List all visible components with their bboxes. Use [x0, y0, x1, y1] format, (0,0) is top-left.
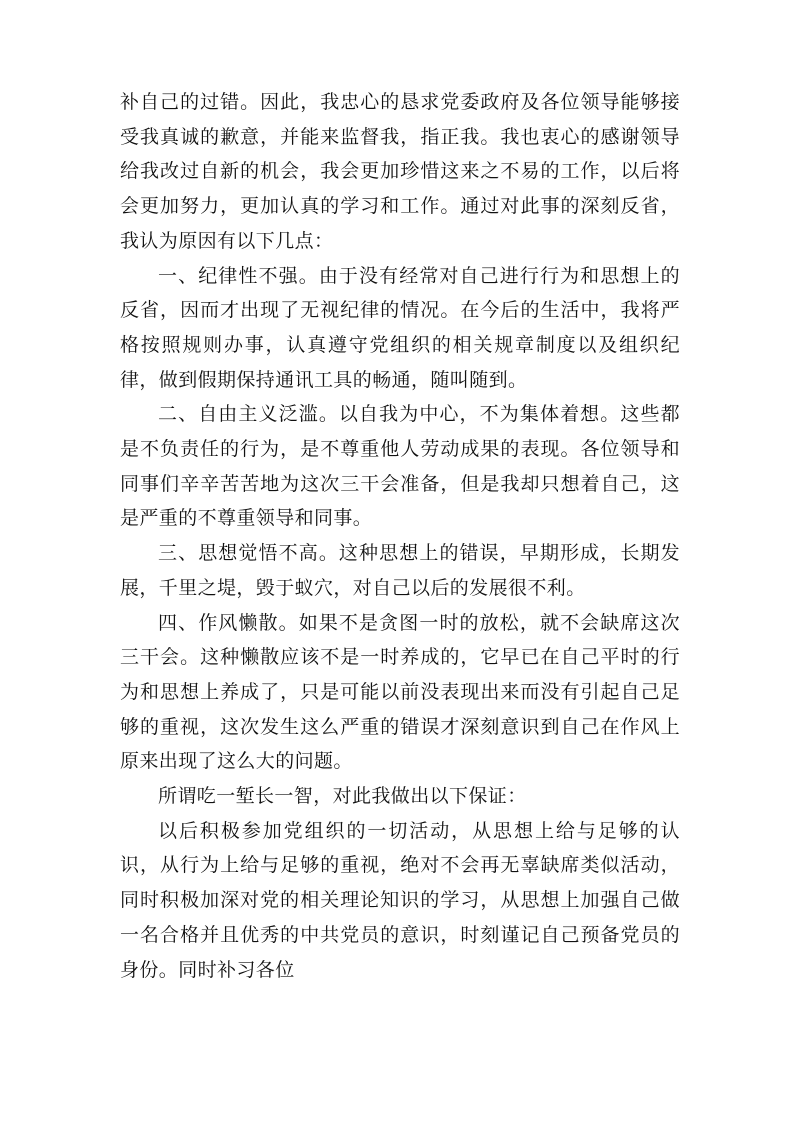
- paragraph-4: 三、思想觉悟不高。这种思想上的错误，早期形成，长期发展，千里之堤，毁于蚁穴，对自己以后的发展很不利。: [120, 542, 680, 599]
- paragraph-5: 四、作风懒散。如果不是贪图一时的放松，就不会缺席这次三干会。这种懒散应该不是一时养成的，它早已在自己平时的行为和思想上养成了，只是可能以前没表现出来而没有引起自己足够的重视，这次发生这么严重的错误才深刻意识到自己在作风上原来出现了这么大的问题。: [120, 611, 680, 773]
- paragraph-6: 所谓吃一堑长一智，对此我做出以下保证：: [158, 785, 527, 808]
- document-body: [120, 85, 680, 987]
- paragraph-2: 一、纪律性不强。由于没有经常对自己进行行为和思想上的反省，因而才出现了无视纪律的情况。在今后的生活中，我将严格按照规则办事，认真遵守党组织的相关规章制度以及组织纪律，做到假期保持通讯工具的畅通，随叫随到。: [120, 264, 680, 391]
- paragraph-3: 二、自由主义泛滥。以自我为中心，不为集体着想。这些都是不负责任的行为，是不尊重他人劳动成果的表现。各位领导和同事们辛辛苦苦地为这次三干会准备，但是我却只想着自己，这是严重的不尊重领导和同事。: [120, 403, 680, 530]
- paragraph-1: 补自己的过错。因此，我忠心的恳求党委政府及各位领导能够接受我真诚的歉意，并能来监督我，指正我。我也衷心的感谢领导给我改过自新的机会，我会更加珍惜这来之不易的工作，以后将会更加努力，更加认真的学习和工作。通过对此事的深刻反省，我认为原因有以下几点：: [120, 91, 680, 252]
- paragraph-7: 以后积极参加党组织的一切活动，从思想上给与足够的认识，从行为上给与足够的重视，绝对不会再无辜缺席类似活动，同时积极加深对党的相关理论知识的学习，从思想上加强自己做一名合格并且优秀的中共党员的意识，时刻谨记自己预备党员的身份。同时补习各位: [120, 819, 680, 981]
